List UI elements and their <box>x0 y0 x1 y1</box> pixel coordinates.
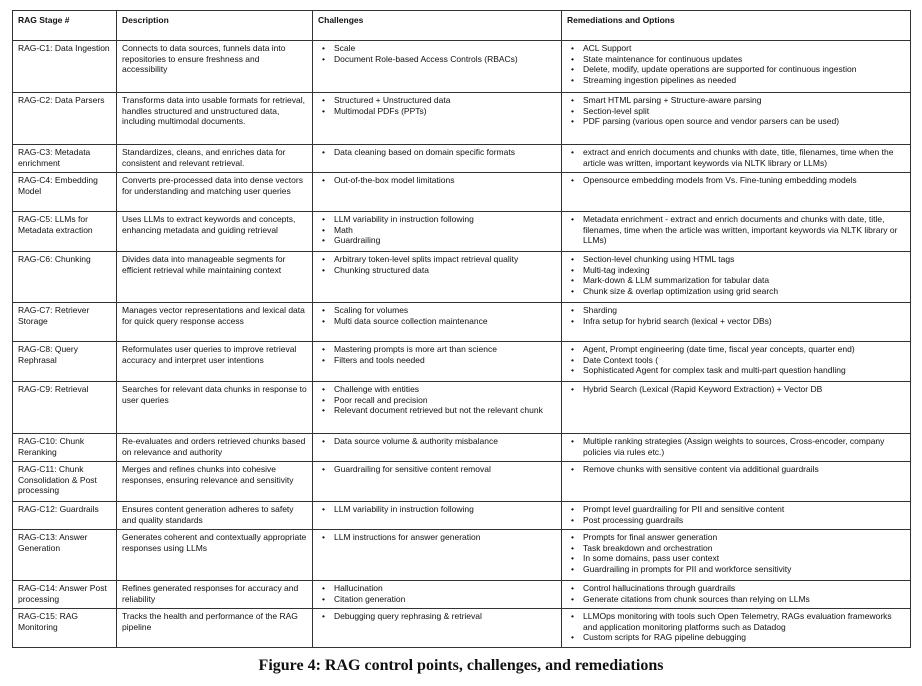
remediations-list <box>567 583 905 604</box>
challenges-cell <box>313 212 562 252</box>
challenges-cell <box>313 462 562 502</box>
remediation-item: • Section-level chunking using HTML tags <box>583 254 905 265</box>
challenges-list <box>318 147 556 158</box>
description-cell: Standardizes, cleans, and enriches data for consistent and relevant retrieval. <box>117 145 313 173</box>
stage-cell: RAG-C14: Answer Post processing <box>13 581 117 609</box>
challenges-list <box>318 175 556 186</box>
remediation-item: • Guardrailing in prompts for PII and workforce sensitivity <box>583 564 905 575</box>
challenge-item: • Data source volume & authority misbalance <box>334 436 556 447</box>
challenges-list <box>318 436 556 447</box>
remediations-list <box>567 611 905 643</box>
challenges-cell <box>313 382 562 434</box>
remediations-list <box>567 532 905 574</box>
remediation-item: • Prompts for final answer generation <box>583 532 905 543</box>
remediation-item: • Metadata enrichment - extract and enrich documents and chunks with date, title, filenames, time when the article was written, important keywords via NLTK library or LLMs) <box>583 214 905 246</box>
challenge-item: • Scaling for volumes <box>334 305 556 316</box>
remediation-item: • State maintenance for continuous updates <box>583 54 905 65</box>
challenges-cell <box>313 41 562 93</box>
description-cell: Transforms data into usable formats for retrieval, handles structured and unstructured data, including multimodal documents. <box>117 93 313 145</box>
table-row <box>13 581 911 609</box>
remediation-item: • Opensource embedding models from Vs. Fine-tuning embedding models <box>583 175 905 186</box>
stage-cell: RAG-C10: Chunk Reranking <box>13 434 117 462</box>
table-row <box>13 173 911 212</box>
challenges-cell <box>313 303 562 342</box>
table-row <box>13 342 911 382</box>
remediation-item: • Chunk size & overlap optimization using grid search <box>583 286 905 297</box>
remediation-item: • Mark-down & LLM summarization for tabular data <box>583 275 905 286</box>
remediations-list <box>567 147 905 168</box>
table-row <box>13 530 911 581</box>
challenges-cell <box>313 342 562 382</box>
challenge-item: • Multi data source collection maintenance <box>334 316 556 327</box>
remediation-item: • Multiple ranking strategies (Assign weights to sources, Cross-encoder, company policies via rules etc.) <box>583 436 905 457</box>
stage-cell: RAG-C5: LLMs for Metadata extraction <box>13 212 117 252</box>
remediation-item: • PDF parsing (various open source and vendor parsers can be used) <box>583 116 905 127</box>
challenge-item: • Chunking structured data <box>334 265 556 276</box>
remediation-item: • Infra setup for hybrid search (lexical + vector DBs) <box>583 316 905 327</box>
challenge-item: • Challenge with entities <box>334 384 556 395</box>
remediation-item: • Control hallucinations through guardrails <box>583 583 905 594</box>
stage-cell: RAG-C8: Query Rephrasal <box>13 342 117 382</box>
header-stage: RAG Stage # <box>13 11 117 41</box>
stage-cell: RAG-C13: Answer Generation <box>13 530 117 581</box>
remediations-list <box>567 214 905 246</box>
description-cell: Tracks the health and performance of the RAG pipeline <box>117 609 313 648</box>
challenge-item: • Structured + Unstructured data <box>334 95 556 106</box>
remediations-cell <box>562 581 911 609</box>
challenge-item: • LLM variability in instruction following <box>334 504 556 515</box>
challenges-cell <box>313 581 562 609</box>
remediations-cell <box>562 342 911 382</box>
description-cell: Converts pre-processed data into dense vectors for understanding and matching user queries <box>117 173 313 212</box>
remediations-list <box>567 464 905 475</box>
header-challenges: Challenges <box>313 11 562 41</box>
challenges-cell <box>313 502 562 530</box>
stage-cell: RAG-C4: Embedding Model <box>13 173 117 212</box>
challenges-list <box>318 344 556 365</box>
remediation-item: • Smart HTML parsing + Structure-aware parsing <box>583 95 905 106</box>
table-row <box>13 382 911 434</box>
remediations-list <box>567 305 905 326</box>
header-remediations: Remediations and Options <box>562 11 911 41</box>
remediations-cell <box>562 530 911 581</box>
remediation-item: • extract and enrich documents and chunks with date, title, filenames, time when the article was written, important keywords via NLTK library or LLMs) <box>583 147 905 168</box>
challenge-item: • Guardrailing <box>334 235 556 246</box>
remediation-item: • Hybrid Search (Lexical (Rapid Keyword Extraction) + Vector DB <box>583 384 905 395</box>
remediation-item: • Multi-tag indexing <box>583 265 905 276</box>
description-cell: Reformulates user queries to improve retrieval accuracy and interpret user intentions <box>117 342 313 382</box>
table-row <box>13 252 911 303</box>
challenge-item: • Scale <box>334 43 556 54</box>
remediation-item: • Generate citations from chunk sources than relying on LLMs <box>583 594 905 605</box>
challenges-cell <box>313 173 562 212</box>
stage-cell: RAG-C1: Data Ingestion <box>13 41 117 93</box>
remediations-list <box>567 95 905 127</box>
challenges-list <box>318 254 556 275</box>
challenges-list <box>318 43 556 64</box>
challenges-list <box>318 464 556 475</box>
description-cell: Uses LLMs to extract keywords and concepts, enhancing metadata and guiding retrieval <box>117 212 313 252</box>
table-row <box>13 609 911 648</box>
challenges-cell <box>313 530 562 581</box>
challenge-item: • Hallucination <box>334 583 556 594</box>
challenge-item: • Poor recall and precision <box>334 395 556 406</box>
remediations-cell <box>562 609 911 648</box>
description-cell: Generates coherent and contextually appropriate responses using LLMs <box>117 530 313 581</box>
remediations-cell <box>562 502 911 530</box>
challenges-list <box>318 305 556 326</box>
challenge-item: • Filters and tools needed <box>334 355 556 366</box>
stage-cell: RAG-C7: Retriever Storage <box>13 303 117 342</box>
remediations-list <box>567 436 905 457</box>
remediation-item: • Streaming ingestion pipelines as needed <box>583 75 905 86</box>
stage-cell: RAG-C3: Metadata enrichment <box>13 145 117 173</box>
description-cell: Re-evaluates and orders retrieved chunks based on relevance and authority <box>117 434 313 462</box>
remediations-cell <box>562 145 911 173</box>
challenge-item: • Multimodal PDFs (PPTs) <box>334 106 556 117</box>
figure-caption: Figure 4: RAG control points, challenges, and remediations <box>258 657 664 674</box>
remediation-item: • Agent, Prompt engineering (date time, fiscal year concepts, quarter end) <box>583 344 905 355</box>
table-row <box>13 303 911 342</box>
remediations-cell <box>562 252 911 303</box>
stage-cell: RAG-C11: Chunk Consolidation & Post processing <box>13 462 117 502</box>
remediation-item: • Section-level split <box>583 106 905 117</box>
remediation-item: • Date Context tools ( <box>583 355 905 366</box>
challenge-item: • Out-of-the-box model limitations <box>334 175 556 186</box>
description-cell: Ensures content generation adheres to safety and quality standards <box>117 502 313 530</box>
remediation-item: • Delete, modify, update operations are supported for continuous ingestion <box>583 64 905 75</box>
stage-cell: RAG-C6: Chunking <box>13 252 117 303</box>
challenges-list <box>318 214 556 246</box>
challenges-list <box>318 384 556 416</box>
remediation-item: • ACL Support <box>583 43 905 54</box>
stage-cell: RAG-C9: Retrieval <box>13 382 117 434</box>
description-cell: Searches for relevant data chunks in response to user queries <box>117 382 313 434</box>
challenge-item: • Mastering prompts is more art than science <box>334 344 556 355</box>
remediation-item: • LLMOps monitoring with tools such Open Telemetry, RAGs evaluation frameworks and application monitoring platforms such as Datadog <box>583 611 905 632</box>
remediations-cell <box>562 93 911 145</box>
stage-cell: RAG-C2: Data Parsers <box>13 93 117 145</box>
description-cell: Connects to data sources, funnels data into repositories to ensure freshness and accessibility <box>117 41 313 93</box>
remediation-item: • Task breakdown and orchestration <box>583 543 905 554</box>
challenge-item: • Relevant document retrieved but not the relevant chunk <box>334 405 556 416</box>
remediation-item: • Post processing guardrails <box>583 515 905 526</box>
table-row <box>13 462 911 502</box>
challenge-item: • Document Role-based Access Controls (RBACs) <box>334 54 556 65</box>
challenges-list <box>318 532 556 543</box>
remediations-list <box>567 344 905 376</box>
challenges-cell <box>313 252 562 303</box>
description-cell: Divides data into manageable segments for efficient retrieval while maintaining context <box>117 252 313 303</box>
challenges-list <box>318 611 556 622</box>
challenge-item: • Arbitrary token-level splits impact retrieval quality <box>334 254 556 265</box>
challenge-item: • LLM variability in instruction following <box>334 214 556 225</box>
remediations-list <box>567 254 905 296</box>
challenge-item: • Citation generation <box>334 594 556 605</box>
remediations-list <box>567 384 905 395</box>
remediations-list <box>567 175 905 186</box>
table-header-row <box>13 11 911 41</box>
challenges-list <box>318 95 556 116</box>
remediations-cell <box>562 212 911 252</box>
rag-table-figure <box>12 10 910 648</box>
challenges-cell <box>313 434 562 462</box>
description-cell: Merges and refines chunks into cohesive responses, ensuring relevance and sensitivity <box>117 462 313 502</box>
table-row <box>13 502 911 530</box>
challenge-item: • Math <box>334 225 556 236</box>
description-cell: Manages vector representations and lexical data for quick query response access <box>117 303 313 342</box>
challenges-list <box>318 583 556 604</box>
stage-cell: RAG-C15: RAG Monitoring <box>13 609 117 648</box>
challenges-cell <box>313 145 562 173</box>
challenge-item: • Guardrailing for sensitive content removal <box>334 464 556 475</box>
description-cell: Refines generated responses for accuracy and reliability <box>117 581 313 609</box>
challenge-item: • LLM instructions for answer generation <box>334 532 556 543</box>
table-body <box>13 41 911 648</box>
remediation-item: • Sophisticated Agent for complex task and multi-part question handling <box>583 365 905 376</box>
remediations-cell <box>562 303 911 342</box>
header-description: Description <box>117 11 313 41</box>
remediation-item: • Prompt level guardrailing for PII and sensitive content <box>583 504 905 515</box>
remediation-item: • In some domains, pass user context <box>583 553 905 564</box>
remediation-item: • Sharding <box>583 305 905 316</box>
remediations-cell <box>562 173 911 212</box>
table-row <box>13 145 911 173</box>
remediations-cell <box>562 434 911 462</box>
remediations-list <box>567 504 905 525</box>
challenge-item: • Debugging query rephrasing & retrieval <box>334 611 556 622</box>
remediations-cell <box>562 382 911 434</box>
table-row <box>13 41 911 93</box>
challenges-cell <box>313 609 562 648</box>
remediations-cell <box>562 462 911 502</box>
challenges-cell <box>313 93 562 145</box>
remediation-item: • Remove chunks with sensitive content via additional guardrails <box>583 464 905 475</box>
table-row <box>13 93 911 145</box>
table-row <box>13 212 911 252</box>
remediation-item: • Custom scripts for RAG pipeline debugging <box>583 632 905 643</box>
stage-cell: RAG-C12: Guardrails <box>13 502 117 530</box>
rag-control-points-table <box>12 10 911 648</box>
challenges-list <box>318 504 556 515</box>
challenge-item: • Data cleaning based on domain specific formats <box>334 147 556 158</box>
table-row <box>13 434 911 462</box>
remediations-cell <box>562 41 911 93</box>
remediations-list <box>567 43 905 85</box>
